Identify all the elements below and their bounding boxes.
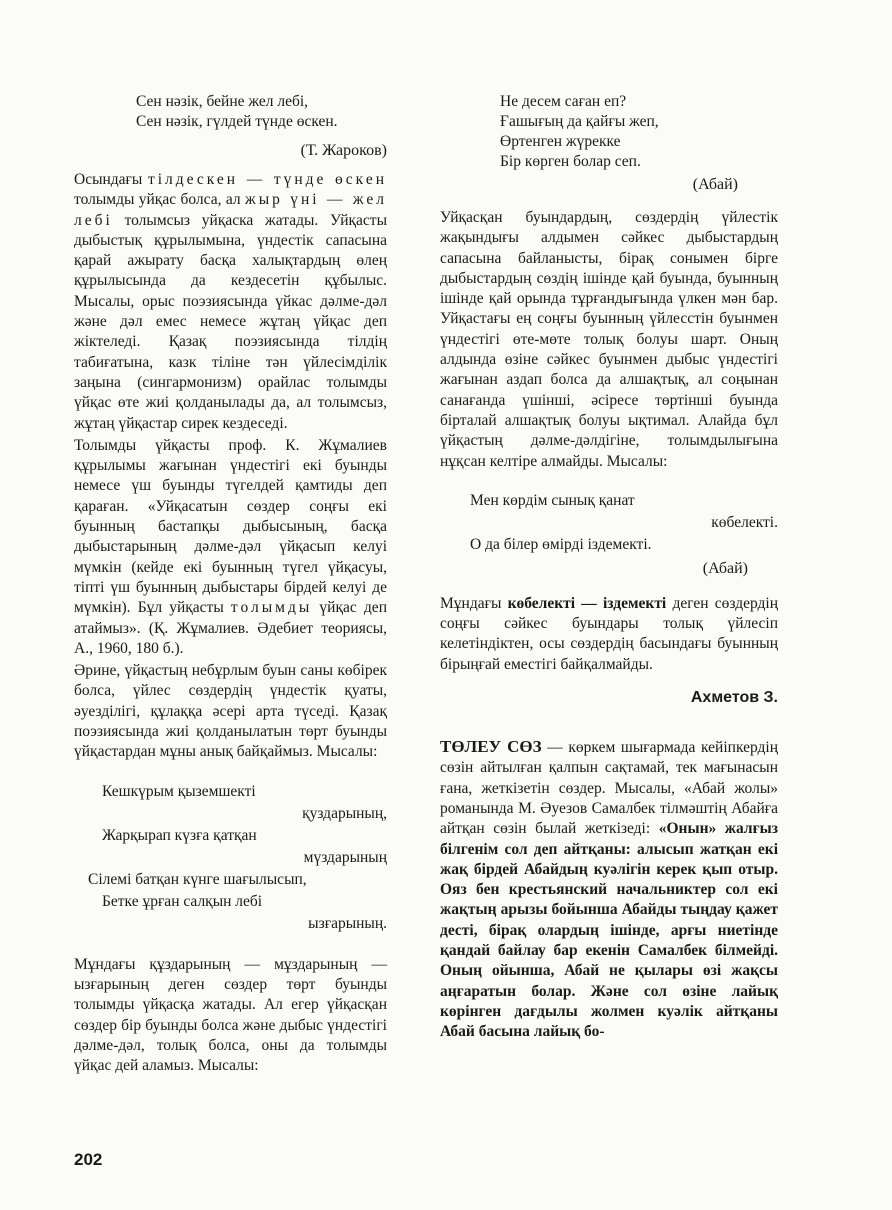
text: үйқас деп атаймыз». (Қ. Жұмалиев. Әдебиет теориясы, А., 1960, 180 б.).	[74, 599, 387, 657]
verse-line: ызғарының.	[308, 914, 387, 932]
spaced-term: тілдескен — түнде өскен	[147, 171, 387, 188]
verse-attribution: (Т. Жароков)	[300, 142, 387, 159]
text: деген сөздердің соңғы сәйкес буындары толық үйлесіп келетіндіктен, осы сөздердің басындағы буынның бірыңғай еместігі байқалмайды.	[440, 594, 778, 673]
paragraph-kobelekti	[440, 594, 778, 675]
verse-line: Сен нәзік, бейне жел лебі,	[136, 93, 309, 110]
verse-1	[74, 92, 387, 132]
text: толымды уйқас болса, ал	[74, 191, 245, 209]
paragraph-syllable-position: Уйқасқан буындардың, сөздердің үйлестік жақындығы алдымен сәйкес дыбыстардың сапасына байланысты, бірақ сонымен бірге дыбыстардың сөздің ішінде қай буында, буынның ішінде қай орында тұрғандығында үлкен мән бар. Уйқастағы ең соңғы буынның үйлесстін буынмен үндестігі өте-мөте толық болуы шарт. Оның алдында өзіне сәйкес буынмен дыбыс үндестігі жағынан аздап болса да алшақтық, ал соңынан санағанда үшінші, әсіресе төртінші буында бірталай алшақтық болуы ықтимал. Алайда бұл үйқастың дәлме-дәлдігіне, толымдылығына нұқсан келтіре алмайды. Мысалы:	[440, 209, 778, 470]
text: Осындағы	[74, 171, 148, 188]
verse-line: Ғашығың да қайғы жеп,	[500, 113, 659, 130]
verse-line: мүздарының	[303, 848, 387, 866]
verse-line: О да білер өмірді іздемекті.	[470, 535, 652, 553]
text: —	[541, 739, 569, 757]
verse-line: Жарқырап күзға қатқан	[102, 826, 257, 844]
verse-line: Өртенген жүрекке	[500, 133, 621, 150]
verse-line: Бір көрген болар сеп.	[500, 153, 641, 170]
page-number: 202	[74, 1150, 103, 1169]
spaced-term: толымды	[230, 599, 313, 617]
verse-line: Кешкүрым қыземшекті	[102, 782, 256, 800]
verse-3	[440, 92, 778, 172]
paragraph-four-syllable: Әрине, үйқастың небұрлым буын саны көбірек болса, үйлес сөздердің үндестік қуаты, әуезділігі, құлаққа әсері арта түседі. Қазақ поэзиясында жиі қолданылатын төрт буынды үйқастардан мұны анық байқаймыз. Мысалы:	[74, 662, 387, 761]
text: Толымды үйқасты проф. К. Жұмалиев құрылымы жағынан үндестігі екі буынды немесе үш буынды түгелдей қамтиды деп қараған. «Уйқасатын сөздер соңғы екі буынның бастапқы дыбысының, басқа дыбыстарының дәлме-дәл үйқасып келуі мүмкін (кейде екі буынның түгел үйқасуы, тіпті үш буынның дыбыстары бірдей келуі де мүмкін). Бұл уйқасты	[74, 436, 387, 617]
left-column	[74, 92, 387, 1076]
verse-line: Сен нәзік, гүлдей түнде өскен.	[136, 113, 338, 130]
bold-term: көбелекті — іздемекті	[507, 594, 667, 612]
verse-attribution: (Абай)	[702, 559, 748, 577]
verse-line: қуздарының,	[302, 804, 387, 822]
paragraph-one-syllable: Мұндағы құздарының — мұздарының — ызғарының деген сөздер төрт буынды толымды үйқасқа жатады. Ал егер үйқасқан сөздер бір буынды болса және дыбыс үндестігі дәлме-дәл, толық болса, оны да толымды үйқас дей аламыз. Мысалы:	[74, 955, 387, 1075]
verse-attribution: (Абай)	[692, 176, 738, 193]
text: көркем шығармада кейіпкердің сөзін айтылған қалпын сақтамай, тек мағынасын ғана, жеткізетін сөздер. Мысалы, «Абай жолы» романында М. Әуезов Самалбек тілмәштің Абайға айтқан сөзін былай жеткізеді:	[440, 739, 779, 838]
text: Мұндағы	[440, 594, 508, 612]
verse-line: Не десем саған еп?	[500, 93, 627, 110]
quoted-passage: «Онын» жалғыз білгенім сол деп айтқаны: алысып жатқан екі жақ бірдей Абайдың куәлігін керек қып отыр. Ояз бен крестьянский начальниктер сол екі жақтың арызы бойынша Абайды тыңдау қажет десті, бірақ олардың ішінде, арғы ниетінде қандай байлау бар екенін Самалбек білмейді. Оның ойынша, Абай не қылары өзі жақсы аңғаратын болар. Және сол өзіне лайық көрінген дағдылы жолмен куәлік айтқаны Абай басына лайық бо-	[440, 820, 778, 1041]
verse-4	[440, 490, 778, 556]
entry-tolеu-soz	[440, 737, 778, 1042]
text: толымсыз уйқаска жатады. Уйқасты дыбыстық құрылымына, үндестік сапасына қарай ажырату басқа халықтардың өлең құрылысында да кездесетін құбылыс. Мысалы, орыс поэзиясында үйкас дәлме-дәл және дәл емес немесе жұтаң үйқас деп жіктеледі. Қазақ поэзиясында тілдің табиғатына, казк тіліне тән үйлесімділік заңына (сингармонизм) орайлас толымды үйқас өте жиі қолданылады да, ал толымсыз, жұтаң үйқастар сирек кездеседі.	[74, 211, 387, 432]
verse-line: Сілемі батқан күнге шағылысып,	[88, 870, 307, 888]
spaced-term: жыр үні — жел лебі	[74, 191, 387, 229]
paragraph-zhumaliev	[74, 436, 387, 659]
entry-headword: ТӨЛЕУ СӨЗ	[440, 737, 542, 757]
article-author: Ахметов З.	[690, 689, 778, 707]
right-column	[440, 92, 778, 1043]
verse-line: көбелекті.	[711, 513, 778, 531]
verse-line: Бетке ұрған салқын лебі	[102, 892, 263, 910]
paragraph-rhyme-intro	[74, 170, 387, 434]
verse-line: Мен көрдім сынық қанат	[470, 491, 635, 509]
verse-2	[74, 781, 387, 935]
